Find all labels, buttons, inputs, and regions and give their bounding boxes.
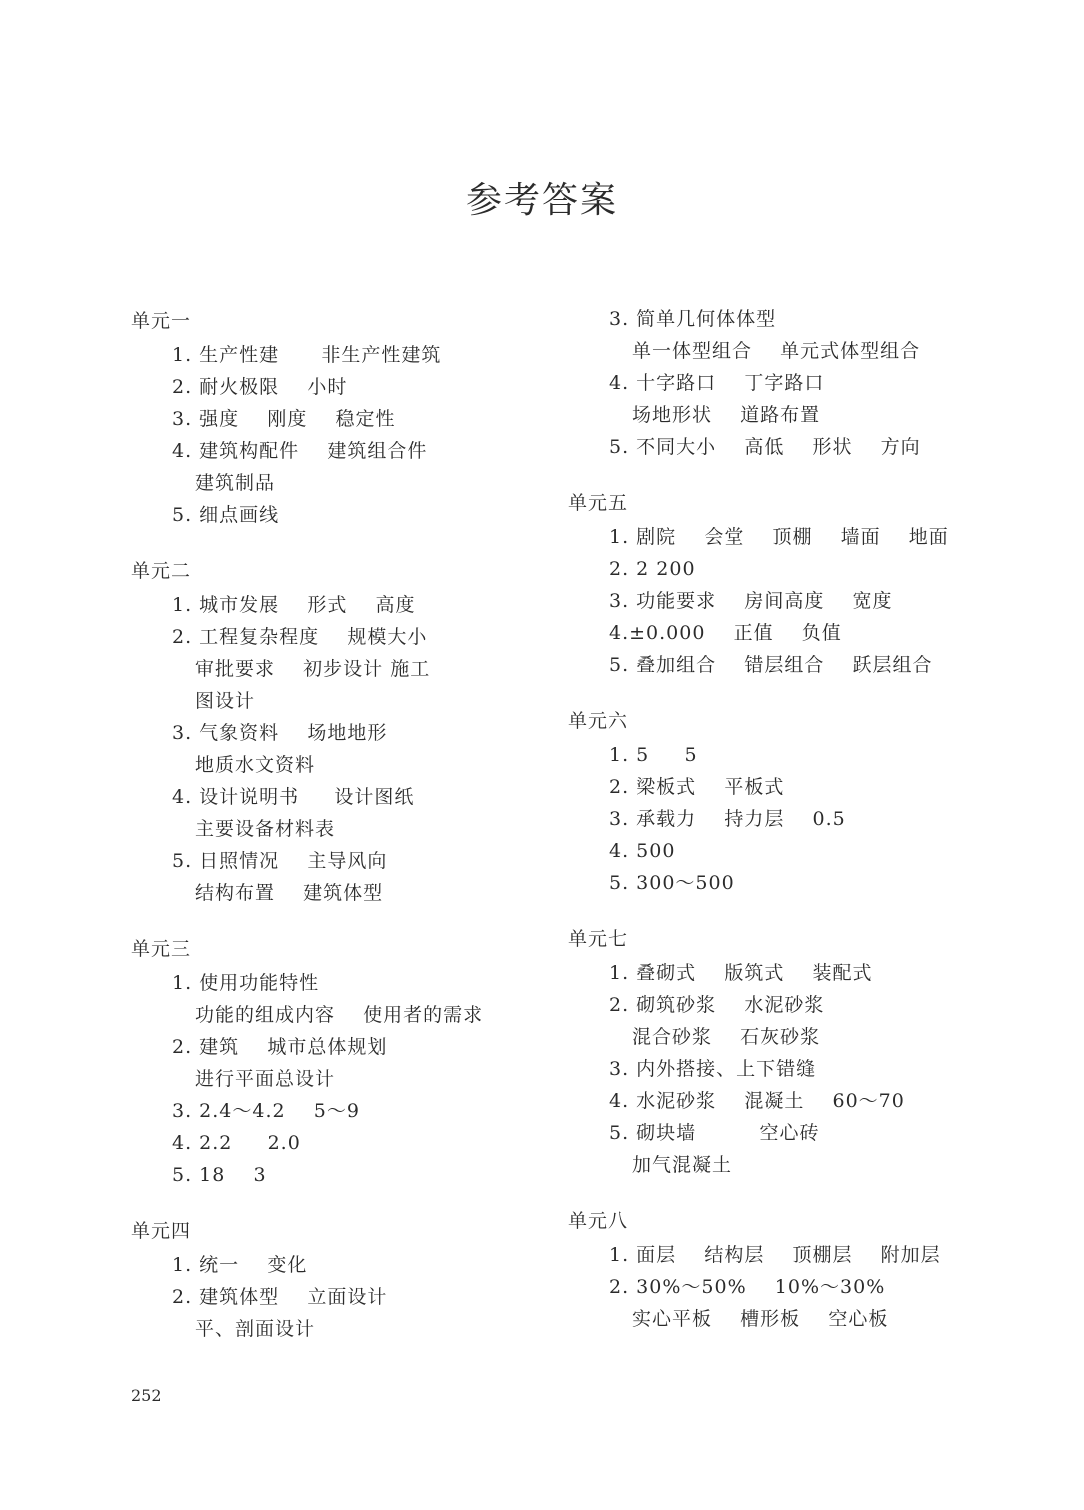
answer-line: 审批要求 初步设计 施工 xyxy=(195,658,431,680)
answer-line: 进行平面总设计 xyxy=(195,1068,336,1090)
answer-unit xyxy=(568,921,988,1181)
answer-unit xyxy=(131,303,551,531)
unit-heading: 单元八 xyxy=(568,1210,629,1232)
answer-unit xyxy=(131,931,551,1191)
answer-line: 2. 耐火极限 小时 xyxy=(172,376,348,398)
answer-line: 1. 叠砌式 版筑式 装配式 xyxy=(609,962,873,984)
answer-line: 平、剖面设计 xyxy=(195,1318,316,1340)
answer-line: 1. 使用功能特性 xyxy=(172,972,320,994)
page-number: 252 xyxy=(131,1386,162,1405)
answer-line: 混合砂浆 石灰砂浆 xyxy=(632,1026,821,1048)
answer-line: 5. 叠加组合 错层组合 跃层组合 xyxy=(609,654,933,676)
unit-heading: 单元三 xyxy=(131,938,192,960)
answer-line: 1. 统一 变化 xyxy=(172,1254,308,1276)
answer-line: 2. 30%～50% 10%～30% xyxy=(609,1276,886,1298)
answer-line: 主要设备材料表 xyxy=(195,818,336,840)
answer-unit xyxy=(568,703,988,899)
answer-line: 加气混凝土 xyxy=(632,1154,733,1176)
answer-line: 4. 500 xyxy=(609,840,676,862)
answer-unit xyxy=(568,303,988,463)
answer-line: 结构布置 建筑体型 xyxy=(195,882,384,904)
answer-line: 5. 砌块墙 空心砖 xyxy=(609,1122,820,1144)
answer-line: 4. 2.2 2.0 xyxy=(172,1132,301,1154)
answer-line: 4. 十字路口 丁字路口 xyxy=(609,372,825,394)
answer-line: 2. 2 200 xyxy=(609,558,696,580)
answer-line: 建筑制品 xyxy=(195,472,276,494)
answer-line: 功能的组成内容 使用者的需求 xyxy=(195,1004,484,1026)
answer-line: 5. 18 3 xyxy=(172,1164,267,1186)
unit-heading: 单元六 xyxy=(568,710,629,732)
answer-line: 5. 细点画线 xyxy=(172,504,280,526)
answer-line: 场地形状 道路布置 xyxy=(632,404,821,426)
answer-unit xyxy=(568,1203,988,1335)
answer-line: 2. 梁板式 平板式 xyxy=(609,776,785,798)
answer-unit xyxy=(568,485,988,681)
answer-line: 4. 水泥砂浆 混凝土 60～70 xyxy=(609,1090,905,1112)
answer-line: 单一体型组合 单元式体型组合 xyxy=(632,340,921,362)
unit-heading: 单元二 xyxy=(131,560,192,582)
unit-heading: 单元五 xyxy=(568,492,629,514)
left-column xyxy=(131,303,551,1367)
answer-line: 3. 强度 刚度 稳定性 xyxy=(172,408,396,430)
answer-line: 3. 内外搭接、上下错缝 xyxy=(609,1058,817,1080)
answer-line: 4.±0.000 正值 负值 xyxy=(609,622,842,644)
unit-heading: 单元七 xyxy=(568,928,629,950)
unit-heading: 单元四 xyxy=(131,1220,192,1242)
answer-line: 3. 气象资料 场地地形 xyxy=(172,722,388,744)
answer-line: 3. 承载力 持力层 0.5 xyxy=(609,808,846,830)
answer-line: 1. 生产性建 非生产性建筑 xyxy=(172,344,442,366)
answer-line: 3. 2.4～4.2 5～9 xyxy=(172,1100,360,1122)
answer-line: 5. 不同大小 高低 形状 方向 xyxy=(609,436,921,458)
answer-line: 2. 工程复杂程度 规模大小 xyxy=(172,626,428,648)
unit-heading: 单元一 xyxy=(131,310,192,332)
answer-line: 3. 简单几何体体型 xyxy=(609,308,777,330)
answer-line: 1. 面层 结构层 顶棚层 附加层 xyxy=(609,1244,941,1266)
answer-line: 4. 设计说明书 设计图纸 xyxy=(172,786,415,808)
answer-line: 3. 功能要求 房间高度 宽度 xyxy=(609,590,893,612)
answer-line: 5. 日照情况 主导风向 xyxy=(172,850,388,872)
page-title: 参考答案 xyxy=(465,180,618,221)
answer-line: 1. 城市发展 形式 高度 xyxy=(172,594,416,616)
answer-line: 实心平板 槽形板 空心板 xyxy=(632,1308,889,1330)
answer-unit xyxy=(131,1213,551,1345)
right-column xyxy=(568,303,988,1357)
answer-unit xyxy=(131,553,551,909)
answer-line: 5. 300～500 xyxy=(609,872,735,894)
answer-line: 地质水文资料 xyxy=(195,754,316,776)
answer-line: 2. 建筑体型 立面设计 xyxy=(172,1286,388,1308)
answer-line: 图设计 xyxy=(195,690,256,712)
answer-line: 1. 剧院 会堂 顶棚 墙面 地面 xyxy=(609,526,949,548)
answer-line: 1. 5 5 xyxy=(609,744,698,766)
answer-line: 2. 砌筑砂浆 水泥砂浆 xyxy=(609,994,825,1016)
answer-line: 2. 建筑 城市总体规划 xyxy=(172,1036,388,1058)
answer-line: 4. 建筑构配件 建筑组合件 xyxy=(172,440,428,462)
